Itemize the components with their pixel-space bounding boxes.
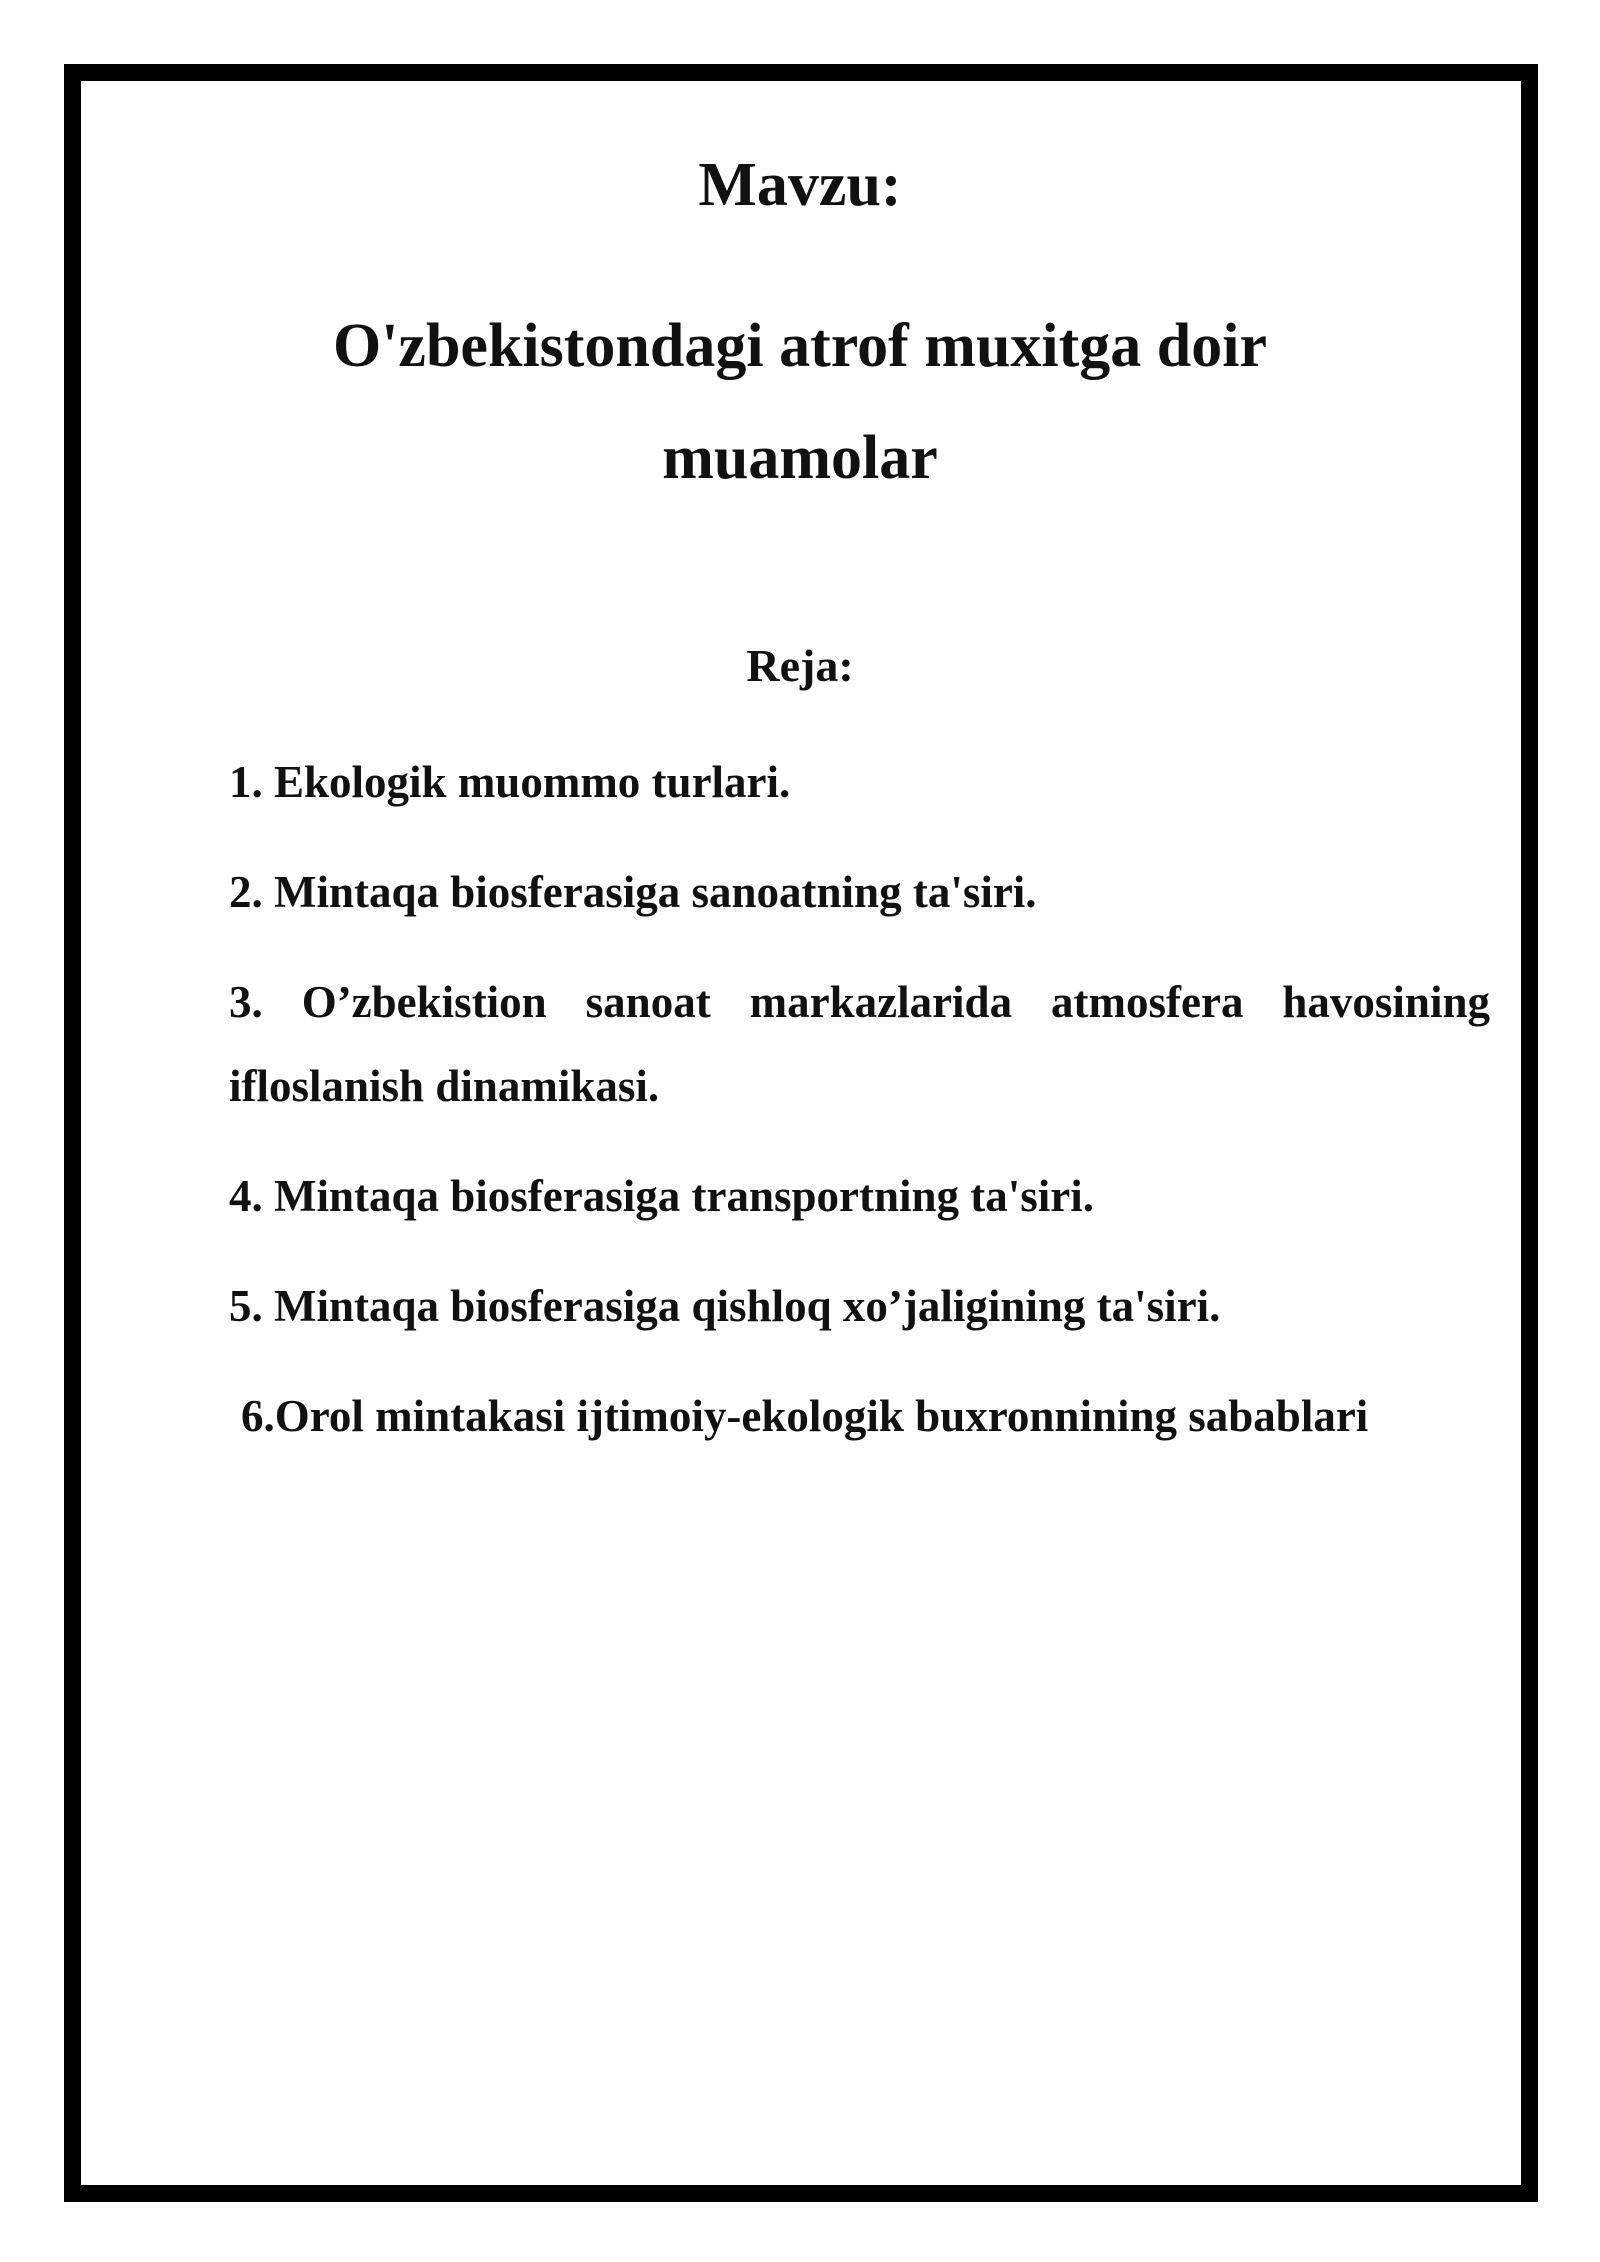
plan-item-3: 3. O’zbekistion sanoat markazlarida atmosfera havosining ifloslanish dinamikasi. (229, 977, 1490, 1111)
heading-label: Mavzu: (698, 151, 902, 219)
plan-item-1: 1. Ekologik muommo turlari. (229, 757, 791, 807)
plan-item-5: 5. Mintaqa biosferasiga qishloq xo’jaligining ta'siri. (229, 1281, 1221, 1331)
plan-list (229, 740, 1490, 1484)
plan-heading: Reja: (746, 640, 854, 691)
plan-item-4: 4. Mintaqa biosferasiga transportning ta'siri. (229, 1171, 1095, 1221)
document-title: O'zbekistondagi atrof muxitga doir muamolar (332, 312, 1268, 492)
plan-item-2: 2. Mintaqa biosferasiga sanoatning ta'siri. (229, 867, 1037, 917)
plan-item-6: 6.Orol mintakasi ijtimoiy-ekologik buxronnining sabablari (241, 1391, 1369, 1441)
